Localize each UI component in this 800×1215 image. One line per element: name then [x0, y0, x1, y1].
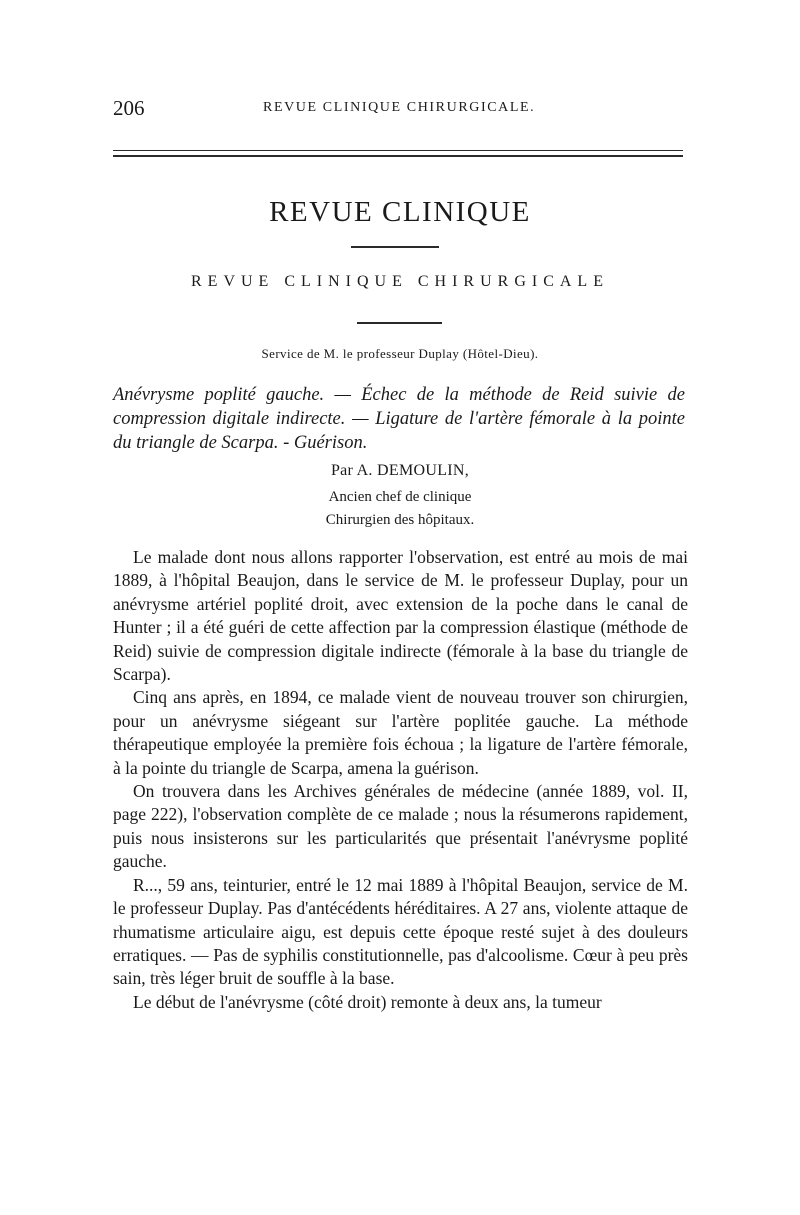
- subsection-title: REVUE CLINIQUE CHIRURGICALE: [191, 273, 609, 290]
- running-header: [113, 96, 688, 126]
- author-role-1: Ancien chef de clinique: [328, 489, 472, 505]
- service-line: Service de M. le professeur Duplay (Hôtel-Dieu).: [261, 346, 539, 361]
- paragraph: Cinq ans après, en 1894, ce malade vient de nouveau trouver son chirurgien, pour un anévrysme siégeant sur l'artère poplitée gauche. La méthode thérapeutique employée la première fois échoua ; la ligature de l'artère fémorale, à la pointe du triangle de Scarpa, amena la guérison.: [113, 687, 688, 778]
- subsection-divider: [357, 322, 442, 324]
- paragraph: Le malade dont nous allons rapporter l'observation, est entré au mois de mai 1889, à l'hôpital Beaujon, dans le service de M. le professeur Duplay, pour un anévrysme artériel poplité droit, avec extension de la poche dans le canal de Hunter ; il a été guéri de cette affection par la compression élastique (méthode de Reid) suivie de compression digitale indirecte (fémorale à la base du triangle de Scarpa).: [113, 547, 688, 685]
- case-title: Anévrysme poplité gauche. — Échec de la méthode de Reid suivie de compression digitale indirecte. — Ligature de l'artère fémorale à la pointe du triangle de Scarpa. - Guérison.: [113, 385, 685, 453]
- header-double-rule: [113, 150, 683, 158]
- paragraph: Le début de l'anévrysme (côté droit) remonte à deux ans, la tumeur: [133, 991, 602, 1012]
- paragraph: On trouvera dans les Archives générales de médecine (année 1889, vol. II, page 222), l'observation complète de ce malade ; nous la résumerons rapidement, puis nous insisterons sur les particularités que présentait l'anévrysme poplité gauche.: [113, 781, 688, 872]
- header-rule-thick: [113, 155, 683, 157]
- running-title: REVUE CLINIQUE CHIRURGICALE.: [263, 100, 536, 115]
- paragraph: R..., 59 ans, teinturier, entré le 12 mai 1889 à l'hôpital Beaujon, service de M. le professeur Duplay. Pas d'antécédents héréditaires. A 27 ans, violente attaque de rhumatisme articulaire aigu, est depuis cette époque resté sujet à des douleurs erratiques. — Pas de syphilis constitutionnelle, pas d'alcoolisme. Cœur à peu près sain, très léger bruit de souffle à la base.: [113, 874, 688, 989]
- section-divider: [351, 246, 439, 248]
- page-number: 206: [113, 96, 145, 120]
- author-name: Par A. DEMOULIN,: [330, 462, 470, 479]
- section-title: REVUE CLINIQUE: [269, 196, 531, 228]
- body-text: [113, 546, 688, 1014]
- author-role-2: Chirurgien des hôpitaux.: [325, 512, 475, 528]
- header-rule-thin: [113, 150, 683, 151]
